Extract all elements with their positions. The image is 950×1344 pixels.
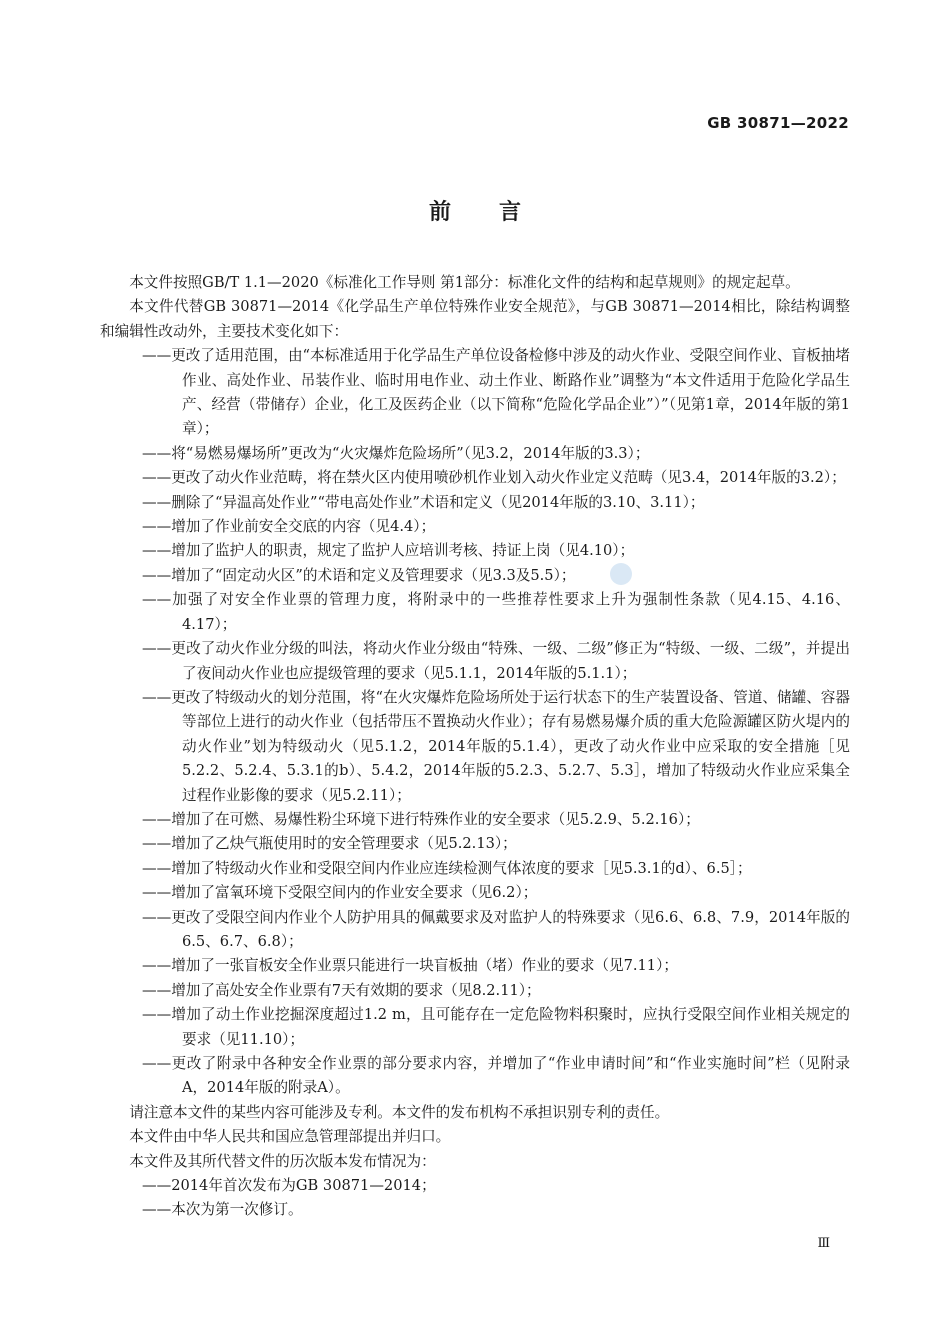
closing-paragraph: 本文件及其所代替文件的历次版本发布情况为： <box>129 1152 436 1170</box>
list-item: ——增加了作业前安全交底的内容（见4.4）； <box>142 518 436 536</box>
closing-paragraph: 请注意本文件的某些内容可能涉及专利。本文件的发布机构不承担识别专利的责任。 <box>129 1103 670 1121</box>
closing-paragraph: 本文件由中华人民共和国应急管理部提出并归口。 <box>129 1128 451 1146</box>
list-item: ——增加了一张盲板安全作业票只能进行一块盲板抽（堵）作业的要求（见7.11）； <box>142 957 678 975</box>
list-item: ——更改了特级动火的划分范围，将“在火灾爆炸危险场所处于运行状态下的生产装置设备、管道、储罐、容器等部位上进行的动火作业（包括带压不置换动火作业）；存有易燃易爆介质的重大危险源罐区防火堤内的动火作业”划为特级动火（见5.1.2，2014年版的5.1.4），更改了动火作业中应采取的安全措施［见5.2.2、5.2.4、5.3.1的b）、5.4.2，2014年版的5.2.3、5.2.7、5.3］，增加了特级动火作业应采集全过程作业影像的要求（见5.2.11）； <box>142 688 850 804</box>
list-item: ——更改了动火作业范畴，将在禁火区内使用喷砂机作业划入动火作业定义范畴（见3.4，2014年版的3.2）； <box>142 469 846 487</box>
list-item: ——增加了高处安全作业票有7天有效期的要求（见8.2.11）； <box>142 981 541 999</box>
list-item: ——更改了动火作业分级的叫法，将动火作业分级由“特殊、一级、二级”修正为“特级、一级、二级”，并提出了夜间动火作业也应提级管理的要求（见5.1.1，2014年版的5.1.1）； <box>142 640 850 682</box>
list-item: ——删除了“异温高处作业”“带电高处作业”术语和定义（见2014年版的3.10、3.11）； <box>142 493 705 511</box>
history-item: ——2014年首次发布为GB 30871—2014； <box>142 1177 436 1195</box>
list-item: ——更改了受限空间内作业个人防护用具的佩戴要求及对监护人的特殊要求（见6.6、6.8、7.9，2014年版的6.5、6.7、6.8）； <box>142 908 850 950</box>
list-item: ——增加了特级动火作业和受限空间内作业应连续检测气体浓度的要求［见5.3.1的d）、6.5］； <box>142 859 752 877</box>
history-item: ——本次为第一次修订。 <box>142 1201 303 1219</box>
list-item: ——增加了乙炔气瓶使用时的安全管理要求（见5.2.13）； <box>142 835 517 853</box>
intro-paragraph: 本文件按照GB/T 1.1—2020《标准化工作导则 第1部分：标准化文件的结构和起草规则》的规定起草。 <box>129 274 800 291</box>
changes-list <box>100 344 850 1101</box>
list-item: ——增加了在可燃、易爆性粉尘环境下进行特殊作业的安全要求（见5.2.9、5.2.16）； <box>142 810 700 828</box>
list-item: ——增加了“固定动火区”的术语和定义及管理要求（见3.3及5.5）； <box>142 566 576 584</box>
intro-paragraph: 本文件代替GB 30871—2014《化学品生产单位特殊作业安全规范》，与GB 30871—2014相比，除结构调整和编辑性改动外，主要技术变化如下： <box>100 298 850 340</box>
list-item: ——更改了适用范围，由“本标准适用于化学品生产单位设备检修中涉及的动火作业、受限空间作业、盲板抽堵作业、高处作业、吊装作业、临时用电作业、动土作业、断路作业”调整为“本文件适用于危险化学品生产、经营（带储存）企业，化工及医药企业（以下简称“危险化学品企业”）”（见第1章，2014年版的第1章）； <box>142 347 850 438</box>
list-item: ——增加了监护人的职责，规定了监护人应培训考核、持证上岗（见4.10）； <box>142 542 635 560</box>
list-item: ——增加了动土作业挖掘深度超过1.2 m，且可能存在一定危险物料积聚时，应执行受限空间作业相关规定的要求（见11.10）； <box>142 1006 850 1048</box>
list-item: ——将“易燃易爆场所”更改为“火灾爆炸危险场所”（见3.2，2014年版的3.3）； <box>142 444 650 462</box>
document-body <box>100 271 850 1223</box>
list-item: ——增加了富氧环境下受限空间内的作业安全要求（见6.2）； <box>142 884 538 902</box>
list-item: ——更改了附录中各种安全作业票的部分要求内容，并增加了“作业申请时间”和“作业实施时间”栏（见附录A，2014年版的附录A）。 <box>142 1055 850 1097</box>
list-item: ——加强了对安全作业票的管理力度，将附录中的一些推荐性要求上升为强制性条款（见4.15、4.16、4.17）； <box>142 591 850 633</box>
page-title: 前言 <box>428 200 569 225</box>
standard-number: GB 30871—2022 <box>707 114 849 132</box>
page-number: Ⅲ <box>817 1236 830 1251</box>
